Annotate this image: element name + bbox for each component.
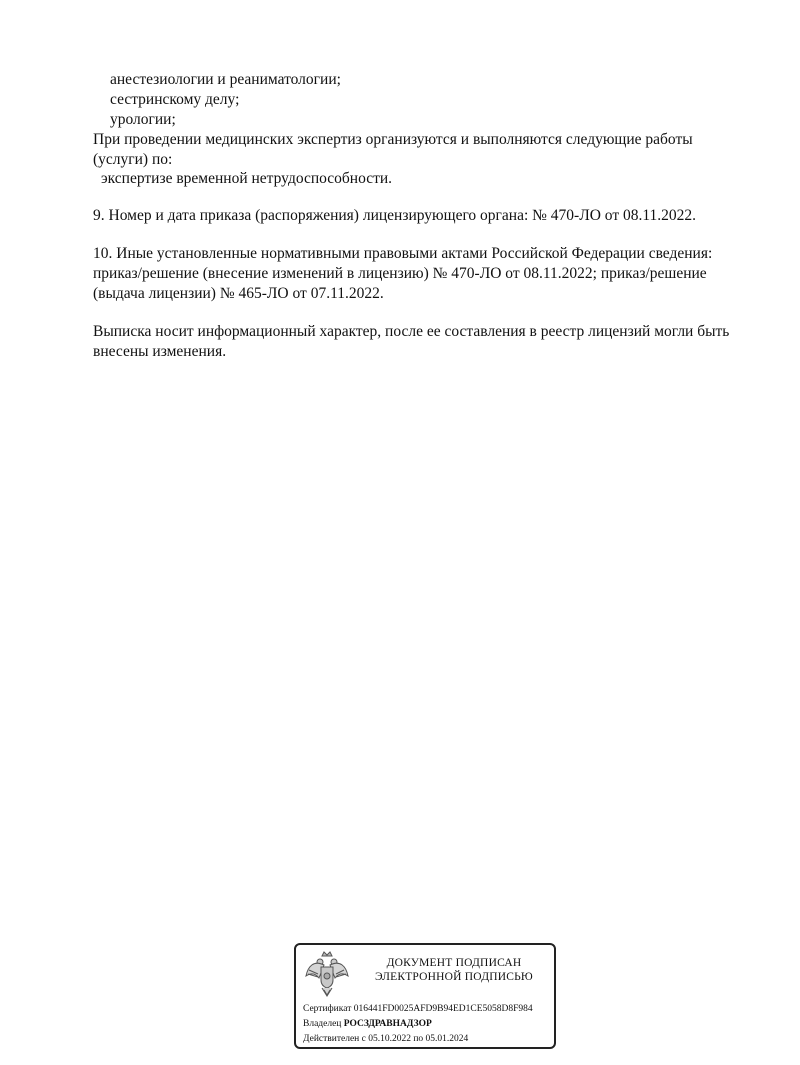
section-10-line2: приказ/решение (внесение изменений в лицензию) № 470-ЛО от 08.11.2022; приказ/решение — [93, 265, 707, 282]
expertise-intro-line1: При проведении медицинских экспертиз организуются и выполняются следующие работы — [93, 131, 693, 148]
expertise-intro-line2: (услуги) по: — [93, 151, 173, 168]
owner-value: РОСЗДРАВНАДЗОР — [343, 1019, 432, 1029]
certificate-row — [303, 1003, 533, 1015]
coat-of-arms-icon — [304, 950, 350, 998]
certificate-value: 016441FD0025AFD9B94ED1CE5058D8F984 — [353, 1004, 533, 1014]
list-item-urology: урологии; — [110, 111, 176, 128]
section-10-line3: (выдача лицензии) № 465-ЛО от 07.11.2022. — [93, 285, 384, 302]
certificate-label: Сертификат — [303, 1004, 352, 1014]
owner-label: Владелец — [303, 1019, 342, 1029]
section-10-line1: 10. Иные установленные нормативными правовыми актами Российской Федерации сведения: — [93, 245, 713, 262]
list-item-temporary-disability: экспертизе временной нетрудоспособности. — [101, 170, 393, 187]
validity-row: Действителен с 05.10.2022 по 05.01.2024 — [303, 1034, 469, 1044]
electronic-signature-stamp — [294, 943, 556, 1049]
list-item-nursing: сестринскому делу; — [110, 91, 240, 108]
disclaimer-line1: Выписка носит информационный характер, после ее составления в реестр лицензий могли быть — [93, 323, 730, 340]
list-item-anesthesiology: анестезиологии и реаниматологии; — [110, 71, 341, 88]
stamp-title-line2: ЭЛЕКТРОННОЙ ПОДПИСЬЮ — [375, 971, 533, 983]
disclaimer-line2: внесены изменения. — [93, 343, 227, 360]
owner-row — [303, 1018, 432, 1030]
stamp-title-line1: ДОКУМЕНТ ПОДПИСАН — [386, 957, 522, 969]
section-9-order: 9. Номер и дата приказа (распоряжения) лицензирующего органа: № 470-ЛО от 08.11.2022. — [93, 207, 697, 224]
